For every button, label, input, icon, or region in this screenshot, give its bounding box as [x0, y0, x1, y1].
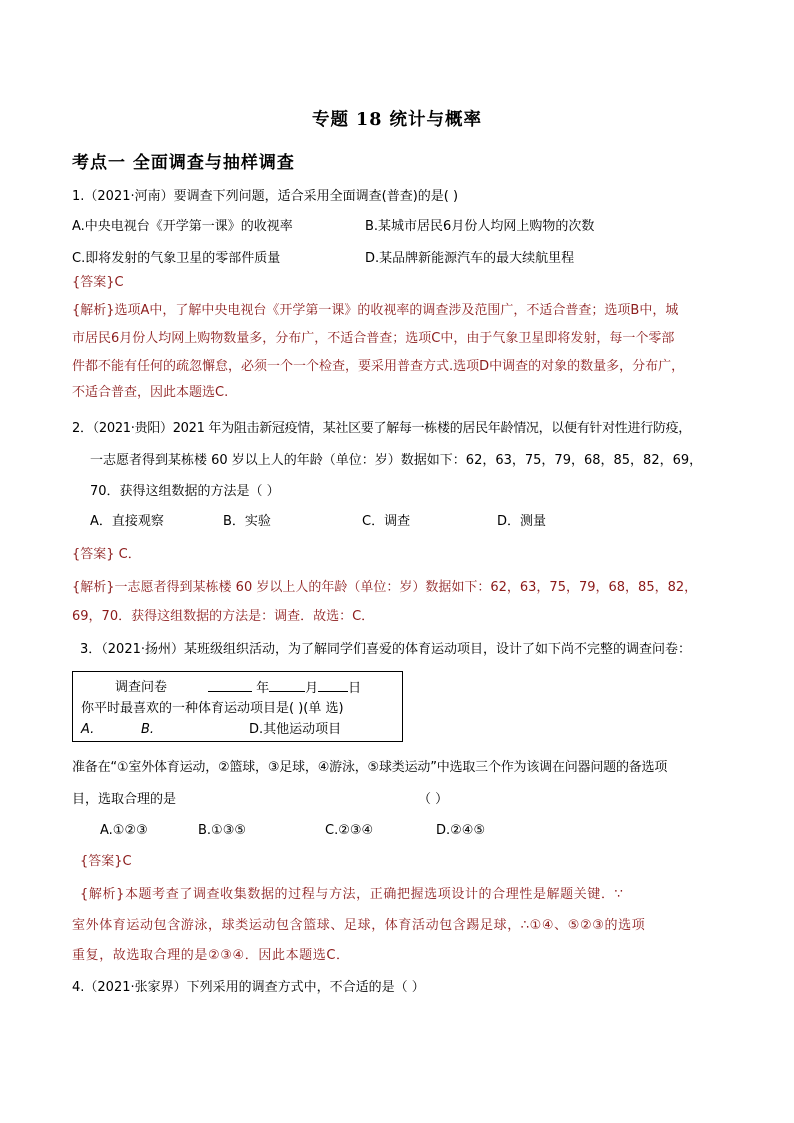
q3-text: 目，选取合理的是 [72, 792, 177, 807]
q2-option-a: A．直接观察 [90, 514, 164, 529]
q3-text: 准备在“①室外体育运动，②篮球，③足球，④游泳，⑤球类运动”中选取三个作为该调在问器问题的备选项 [72, 760, 668, 775]
q2-option-b: B．实验 [223, 514, 271, 529]
section-heading: 考点一 全面调查与抽样调查 [72, 153, 295, 173]
q3-option-b: B.①③⑤ [198, 823, 247, 838]
q1-option-b: B.某城市居民6月份人均网上购物的次数 [365, 219, 595, 234]
q2-explanation-line: 69，70．获得这组数据的方法是：调查．故选：C． [72, 609, 375, 624]
q2-stem: 2．（2021·贵阳）2021 年为阻击新冠疫情，某社区要了解每一栋楼的居民年龄情况，以便有针对性进行防疫， [72, 421, 692, 436]
survey-question: 你平时最喜欢的一种体育运动项目是( )(单 选) [81, 701, 344, 716]
month-blank [269, 679, 305, 692]
q3-answer-paren: （ ） [418, 792, 449, 807]
year-blank [208, 679, 252, 692]
q1-explanation-line: {解析}选项A中，了解中央电视台《开学第一课》的收视率的调查涉及范围广，不适合普查；选项B中，城 [72, 303, 679, 318]
q1-option-a: A.中央电视台《开学第一课》的收视率 [72, 219, 293, 234]
q1-answer: {答案}C [72, 275, 124, 290]
q3-option-c: C.②③④ [325, 823, 374, 838]
survey-heading: 调查问卷 [115, 680, 168, 695]
q2-option-c: C．调查 [362, 514, 411, 529]
q3-explanation-line: {解析}本题考查了调查收集数据的过程与方法，正确把握选项设计的合理性是解题关键．∵ [80, 887, 624, 902]
survey-option-a: A. [81, 722, 95, 737]
survey-questionnaire-box [72, 671, 403, 742]
survey-option-d: D.其他运动项目 [249, 722, 342, 737]
q2-option-d: D．测量 [497, 514, 547, 529]
q3-option-d: D.②④⑤ [436, 823, 486, 838]
q2-answer: {答案} C． [72, 547, 141, 562]
q3-explanation-line: 室外体育运动包含游泳，球类运动包含篮球、足球，体育活动包含踢足球，∴①④、⑤②③的选项 [72, 918, 646, 933]
year-label: 年 [256, 681, 270, 696]
survey-date-line [208, 679, 361, 698]
day-blank [318, 679, 348, 692]
q3-explanation-line: 重复，故选取合理的是②③④．因此本题选C． [72, 948, 350, 963]
q1-explanation-line: 不适合普查，因此本题选C. [72, 385, 229, 400]
q4-stem: 4.（2021·张家界）下列采用的调查方式中，不合适的是（ ） [72, 980, 425, 995]
q3-stem: 3．（2021·扬州）某班级组织活动，为了解同学们喜爱的体育运动项目，设计了如下尚不完整的调查问卷： [80, 642, 691, 657]
q2-stem: 一志愿者得到某栋楼 60 岁以上人的年龄（单位：岁）数据如下：62，63，75，79，68，85，82，69， [90, 453, 703, 468]
q3-answer: {答案}C [80, 854, 132, 869]
q1-explanation-line: 件都不能有任何的疏忽懈怠，必须一个一个检查，要采用普查方式.选项D中调查的对象的数量多，分布广， [72, 359, 685, 374]
survey-option-b: B. [141, 722, 155, 737]
page-title: 专题 18 统计与概率 [311, 110, 483, 130]
q3-option-a: A.①②③ [100, 823, 148, 838]
q2-stem: 70．获得这组数据的方法是（ ） [90, 484, 280, 499]
day-label: 日 [348, 681, 362, 696]
q1-explanation-line: 市居民6月份人均网上购物数量多，分布广，不适合普查；选项C中，由于气象卫星即将发射，每一个零部 [72, 331, 675, 346]
month-label: 月 [305, 681, 319, 696]
q1-option-c: C.即将发射的气象卫星的零部件质量 [72, 251, 281, 266]
q1-stem: 1.（2021·河南）要调查下列问题，适合采用全面调查(普查)的是( ) [72, 189, 459, 204]
q1-option-d: D.某品牌新能源汽车的最大续航里程 [365, 251, 575, 266]
q2-explanation-line: {解析}一志愿者得到某栋楼 60 岁以上人的年龄（单位：岁）数据如下：62，63，75，79，68，85，82， [72, 580, 698, 595]
